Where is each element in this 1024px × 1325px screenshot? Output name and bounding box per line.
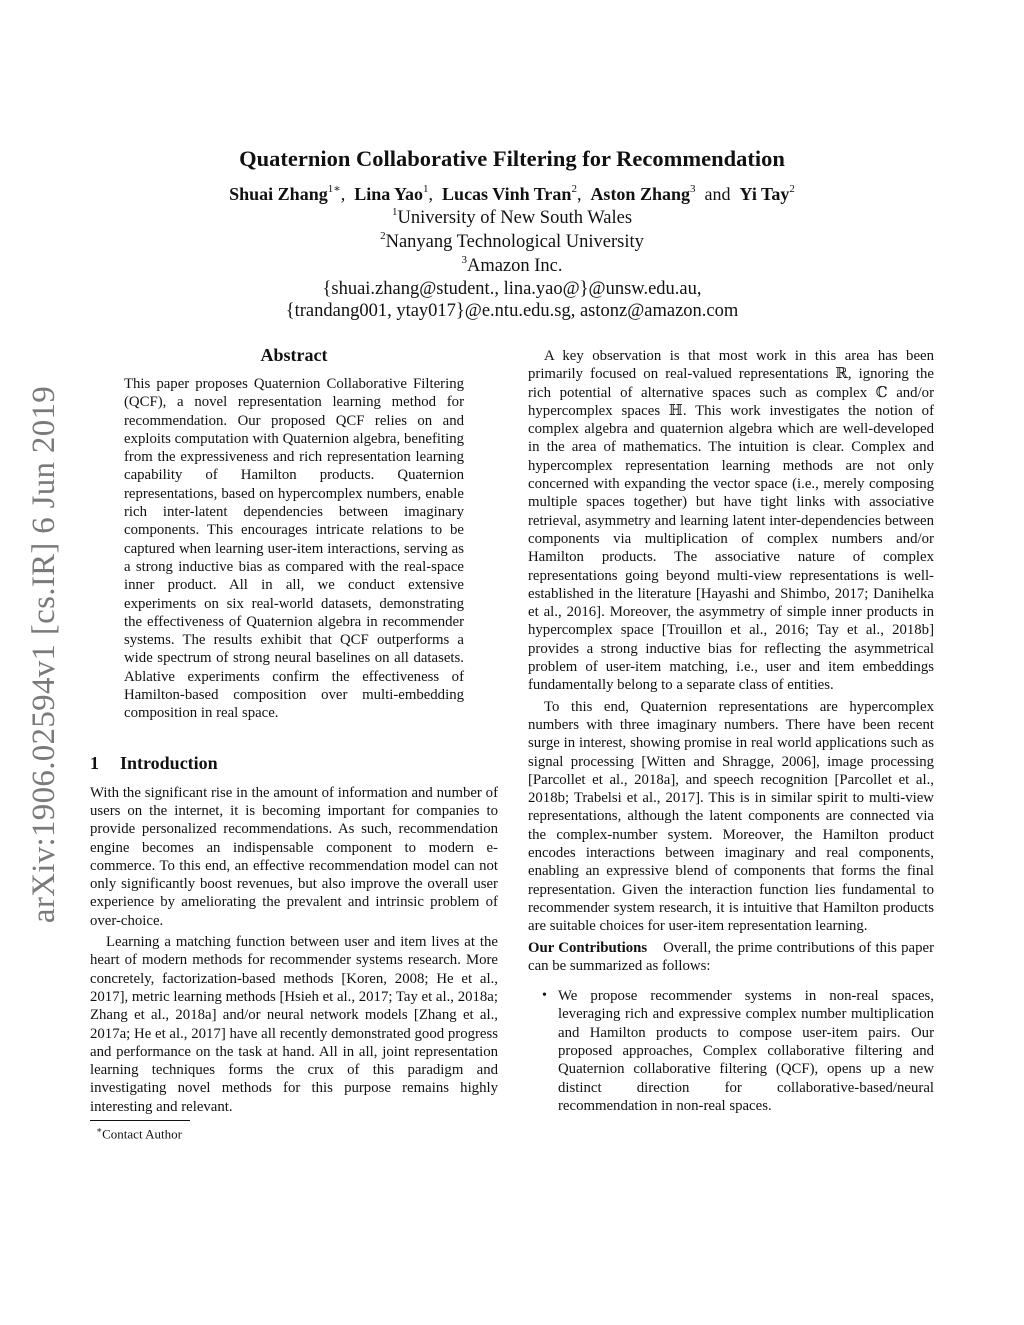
body-paragraph: To this end, Quaternion representations are hypercomplex numbers with three imaginary numbers. There have been recent surge in interest, showing promise in real world applications such as signal processing [Witten and Shragge, 2006], image processing [Parcollet et al., 2018a], and speech recognition [Parcollet et al., 2018b; Trabelsi et al., 2017]. This is in similar spirit to multi-view representations, although the latent components are connected via the complex-number system. Moreover, the Hamilton product encodes interactions between imaginary and real components, enabling an expressive blend of components that forms the final representation. Given the interaction function lies fundamental to recommender system research, it is intuitive that Hamilton products are suitable choices for user-item representation learning. (528, 698, 934, 935)
contribution-item: • We propose recommender systems in non-real spaces, leveraging rich and expressive complex number multiplication and Hamilton products to compose user-item pairs. Our proposed approaches, Complex collaborative filtering and Quaternion collaborative filtering (QCF), opens up a new distinct direction for collaborative-based/neural recommendation in non-real spaces. (528, 987, 934, 1115)
affiliation (0, 231, 1024, 253)
affiliation-name: Amazon Inc. (466, 256, 563, 277)
author-name: Lucas Vinh Tran (442, 184, 572, 204)
arxiv-stamp-text: arXiv:1906.02594v1 [cs.IR] 6 Jun 2019 (26, 385, 63, 923)
body-paragraph: A key observation is that most work in this area has been primarily focused on real-valued representations ℝ, ignoring the rich potential of alternative spaces such as complex ℂ and/or hypercomplex spaces ℍ. This work investigates the notion of complex algebra and quaternion algebra which are well-developed in the area of mathematics. The intuition is clear. Complex and hypercomplex representation learning methods are not only concerned with expanding the vector space (i.e., merely composing multiple spaces together) but have tight links with associative retrieval, asymmetry and learning latent inter-dependencies between components via multiplication of complex numbers and/or Hamilton products. The associative nature of complex representations going beyond multi-view representations is well-established in the literature [Hayashi and Shimbo, 2017; Danihelka et al., 2016]. Moreover, the asymmetry of simple inner products in hypercomplex space [Trouillon et al., 2016; Tay et al., 2018b] provides a strong inductive bias for reflecting the asymmetrical problem of user-item matching, i.e., user and item embeddings fundamentally belong to a separate class of entities. (528, 348, 934, 694)
author-sup: 2 (789, 183, 795, 195)
author-sup: 3 (689, 183, 696, 195)
email-line: {trandang001, ytay017}@e.ntu.edu.sg, astonz@amazon.com (285, 301, 739, 321)
affiliation-sup: 3 (461, 254, 467, 266)
footnote-rule (90, 1120, 190, 1121)
section-heading-introduction (90, 753, 498, 774)
author-sup: 2 (571, 183, 577, 195)
arxiv-stamp (22, 378, 68, 930)
abstract-text: This paper proposes Quaternion Collaborative Filtering (QCF), a novel representation learning method for recommendation. Our proposed QCF relies on and exploits computation with Quaternion algebra, benefiting from the expressiveness and rich representation learning capability of Hamilton products. Quaternion representations, based on hypercomplex numbers, enable rich inter-latent dependencies between imaginary components. This encourages intricate relations to be captured when learning user-item interactions, serving as a strong inductive bias as compared with the real-space inner product. All in all, we conduct extensive experiments on six real-world datasets, demonstrating the effectiveness of Quaternion algebra in recommender systems. The results exhibit that QCF outperforms a wide spectrum of strong neural baselines on all datasets. Ablative experiments confirm the effectiveness of Hamilton-based composition over multi-embedding composition in real space. (124, 376, 464, 722)
author-separator: , (340, 184, 346, 204)
intro-paragraph: With the significant rise in the amount of information and number of users on the internet, it is becoming important for companies to provide personalized recommendations. As such, recommendation engine becomes an indispensable component to modern e-commerce. To this end, an effective recommendation model can not only significantly boost revenues, but also improve the overall user experience by ameliorating the prevalent and intrinsic problem of over-choice. (90, 784, 498, 929)
author-name: Lina Yao (354, 184, 424, 204)
footnote-mark: ∗ (96, 1124, 103, 1135)
right-column (528, 347, 934, 1115)
author-sup: 1 (423, 183, 429, 195)
author-separator: , (428, 184, 434, 204)
footnote-text: Contact Author (102, 1126, 182, 1142)
author-separator: , (576, 184, 582, 204)
affiliation-sup: 1 (391, 206, 398, 218)
author-name: Yi Tay (739, 184, 790, 204)
author-name: Aston Zhang (590, 184, 690, 204)
affiliation (0, 255, 1024, 277)
affiliation-name: Nanyang Technological University (385, 232, 644, 253)
author-sup: 1∗ (327, 183, 341, 195)
contributions-list (528, 987, 934, 1115)
section-title: Introduction (120, 752, 218, 773)
abstract-heading: Abstract (260, 345, 328, 365)
affiliation-name: University of New South Wales (397, 208, 633, 229)
section-number: 1 (90, 752, 99, 773)
left-column (90, 345, 498, 1142)
contributions-intro: Overall, the prime contributions of this paper can be summarized as follows: (528, 939, 934, 974)
paper-title: Quaternion Collaborative Filtering for Recommendation (239, 146, 785, 171)
email-line: {shuai.zhang@student., lina.yao@}@unsw.edu.au, (322, 279, 702, 299)
author-name: Shuai Zhang (229, 184, 328, 204)
contributions-heading: Our Contributions (528, 939, 648, 956)
contributions-paragraph (528, 939, 934, 976)
intro-paragraph: Learning a matching function between user and item lives at the heart of modern methods for recommender systems research. More concretely, factorization-based methods [Koren, 2008; He et al., 2017], metric learning methods [Hsieh et al., 2017; Tay et al., 2018a; Zhang et al., 2018a] and/or neural network models [Zhang et al., 2017a; He et al., 2017] have all recently demonstrated good progress and performance on the task at hand. All in all, joint representation learning techniques forms the crux of this paradigm and investigating novel methods for this purpose remains highly interesting and relevant. (90, 934, 498, 1115)
affiliation-sup: 2 (380, 230, 386, 242)
author-list (0, 183, 1024, 205)
author-and: and (704, 184, 731, 204)
footnote (90, 1125, 498, 1142)
affiliation (0, 207, 1024, 229)
